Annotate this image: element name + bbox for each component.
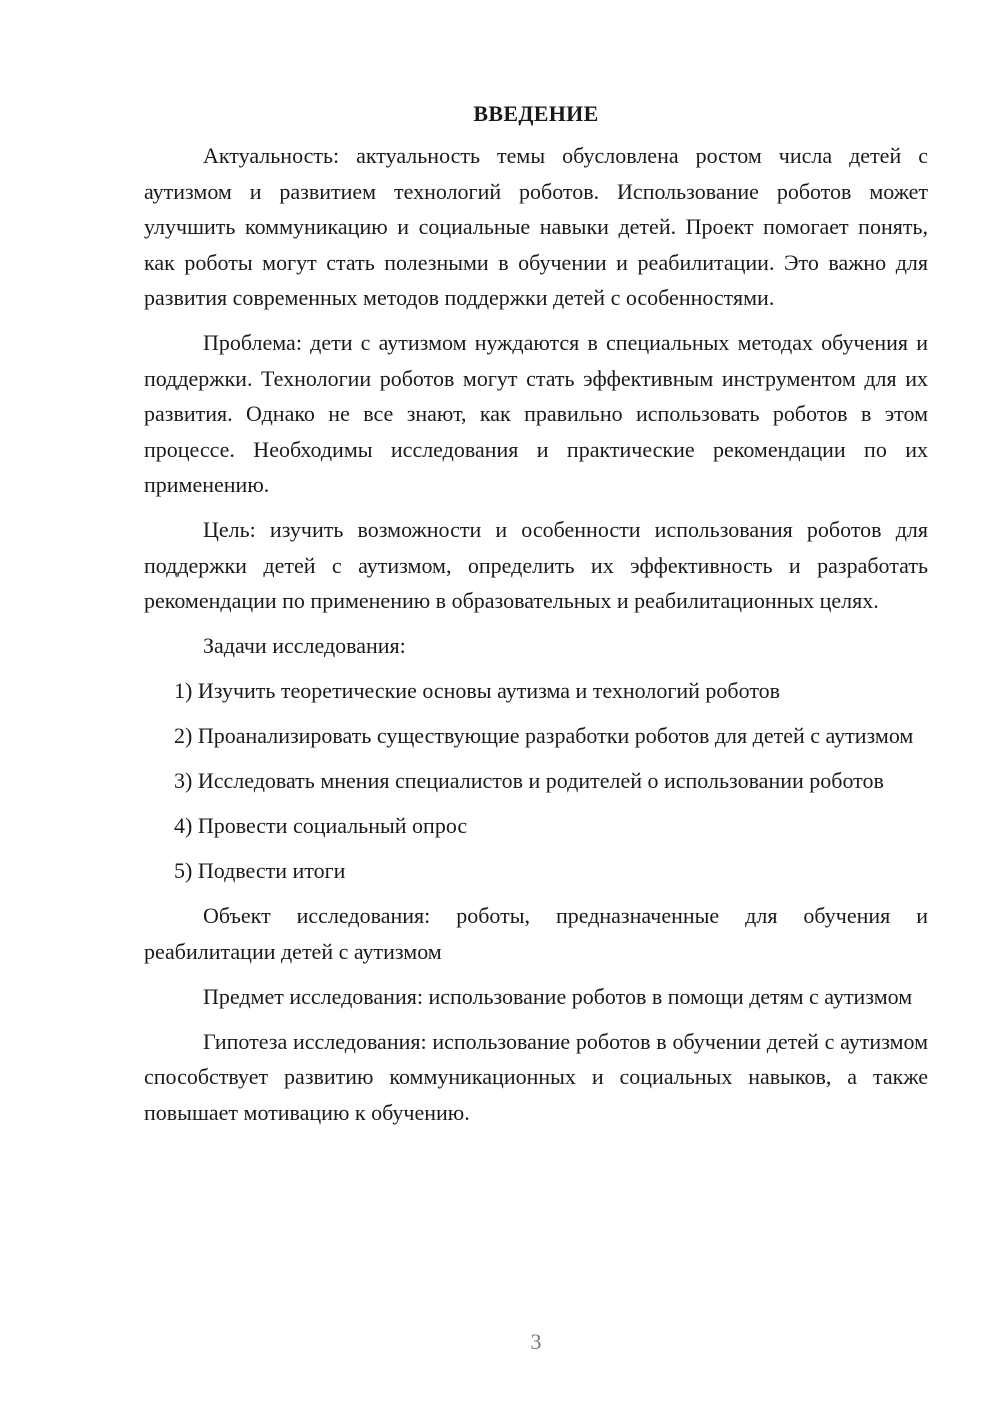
task-item-3: 3) Исследовать мнения специалистов и родителей о использовании роботов — [174, 768, 884, 793]
paragraph-subject: Предмет исследования: использование роботов в помощи детям с аутизмом — [203, 983, 913, 1009]
task-item-2: 2) Проанализировать существующие разработки роботов для детей с аутизмом — [174, 723, 914, 748]
paragraph-problem: Проблема: дети с аутизмом нуждаются в специальных методах обучения и поддержки. Технологии роботов могут стать эффективным инструментом для их развития. Однако не все знают, как правильно использовать роботов в этом процессе. Необходимы исследования и практические рекомендации по их применению. — [144, 330, 928, 497]
paragraph-relevance: Актуальность: актуальность темы обусловлена ростом числа детей с аутизмом и развитием технологий роботов. Использование роботов может улучшить коммуникацию и социальные навыки детей. Проект помогает понять, как роботы могут стать полезными в обучении и реабилитации. Это важно для развития современных методов поддержки детей с особенностями. — [144, 143, 928, 310]
page-number: 3 — [530, 1329, 542, 1354]
paragraph-hypothesis: Гипотеза исследования: использование роботов в обучении детей с аутизмом способствует развитию коммуникационных и социальных навыков, а также повышает мотивацию к обучению. — [144, 1028, 928, 1125]
task-item-1: 1) Изучить теоретические основы аутизма и технологий роботов — [174, 678, 781, 703]
paragraph-tasks-heading: Задачи исследования: — [203, 633, 406, 658]
task-item-5: 5) Подвести итоги — [174, 858, 346, 883]
page-title: ВВЕДЕНИЕ — [473, 101, 599, 126]
paragraph-object: Объект исследования: роботы, предназначенные для обучения и реабилитации детей с аутизмом — [144, 903, 928, 964]
task-item-4: 4) Провести социальный опрос — [174, 813, 468, 838]
paragraph-goal: Цель: изучить возможности и особенности использования роботов для поддержки детей с аутизмом, определить их эффективность и разработать рекомендации по применению в образовательных и реабилитационных целях. — [144, 517, 928, 613]
